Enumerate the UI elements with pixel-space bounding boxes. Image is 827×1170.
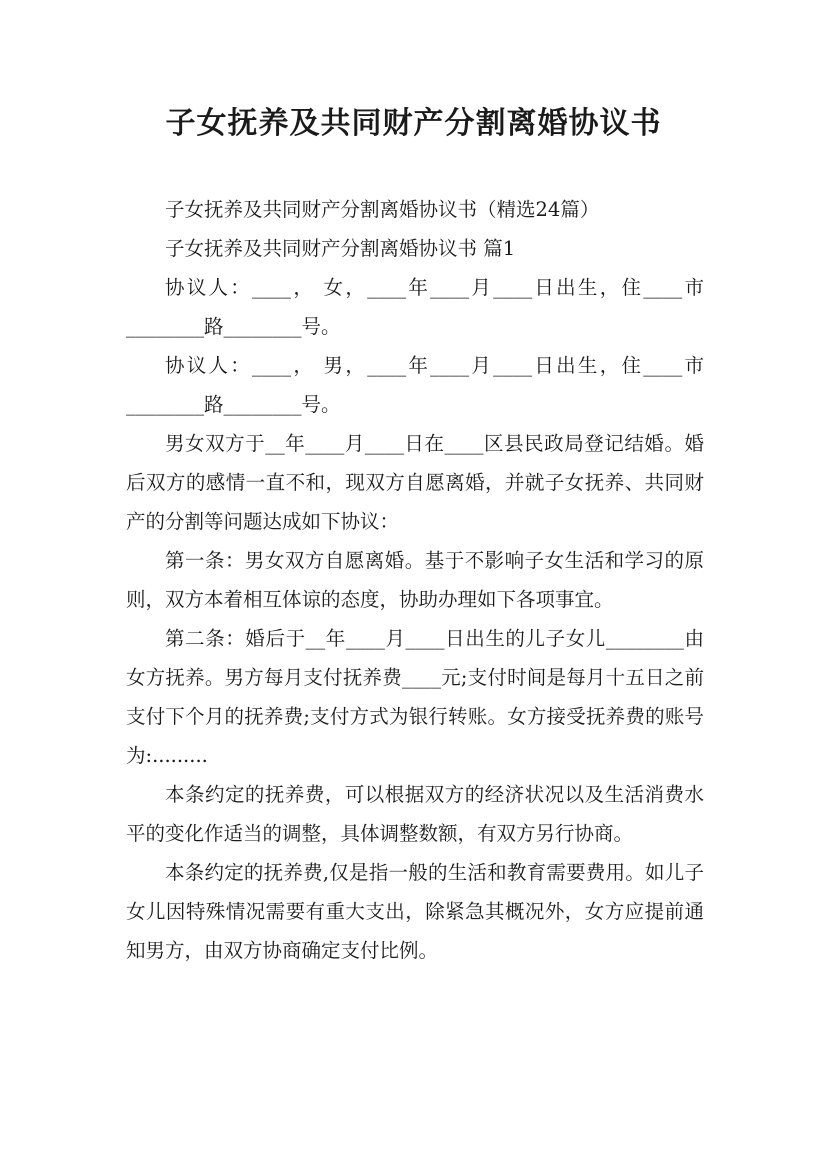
document-body bbox=[126, 190, 704, 970]
document-title: 子女抚养及共同财产分割离婚协议书 bbox=[165, 106, 662, 141]
paragraph-party-male: 协议人：____， 男，____年____月____日出生，住____市________路________号。 bbox=[126, 354, 704, 416]
paragraph-section-heading: 子女抚养及共同财产分割离婚协议书 篇1 bbox=[165, 237, 516, 260]
paragraph-support-adjustment: 本条约定的抚养费，可以根据双方的经济状况以及生活消费水平的变化作适当的调整，具体调整数额，有双方另行协商。 bbox=[126, 783, 704, 845]
paragraph-article-1: 第一条：男女双方自愿离婚。基于不影响子女生活和学习的原则，双方本着相互体谅的态度，协助办理如下各项事宜。 bbox=[126, 549, 704, 611]
paragraph-party-female: 协议人：____， 女，____年____月____日出生，住____市________路________号。 bbox=[126, 276, 704, 338]
paragraph-support-scope: 本条约定的抚养费,仅是指一般的生活和教育需要费用。如儿子女儿因特殊情况需要有重大支出，除紧急其概况外，女方应提前通知男方，由双方协商确定支付比例。 bbox=[126, 861, 704, 962]
paragraph-article-2: 第二条：婚后于__年____月____日出生的儿子女儿________由女方抚养。男方每月支付抚养费____元;支付时间是每月十五日之前支付下个月的抚养费;支付方式为银行转账。女方接受抚养费的账号为:......... bbox=[126, 627, 704, 767]
paragraph-subtitle: 子女抚养及共同财产分割离婚协议书（精选24篇） bbox=[165, 198, 600, 221]
paragraph-marriage-info: 男女双方于__年____月____日在____区县民政局登记结婚。婚后双方的感情一直不和，现双方自愿离婚，并就子女抚养、共同财产的分割等问题达成如下协议： bbox=[126, 432, 704, 533]
